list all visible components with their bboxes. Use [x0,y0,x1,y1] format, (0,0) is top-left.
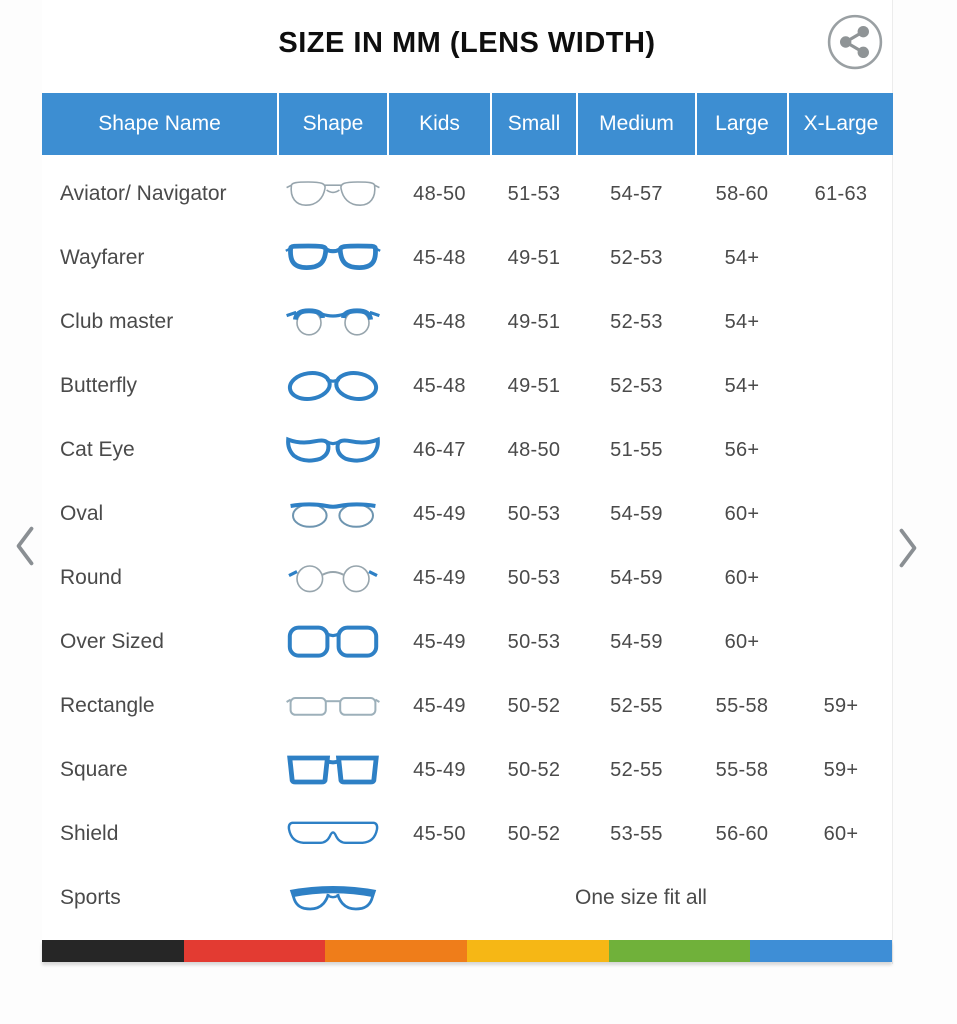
shape-name-cell: Rectangle [60,694,155,717]
size-cell: 54+ [724,310,760,333]
chevron-left-icon [12,524,42,568]
size-cell: 50-53 [507,630,561,653]
table-row [42,674,892,738]
color-bar-segment [184,940,326,962]
table-row [42,482,892,546]
shield-glasses-icon [285,814,381,854]
size-cell: 58-60 [715,182,769,205]
table-row [42,290,892,354]
square-glasses-icon [285,750,381,790]
table-row [42,354,892,418]
butterfly-glasses-icon [285,366,381,406]
size-cell: 49-51 [507,310,561,333]
shape-icon-cell [279,366,387,406]
sports-glasses-icon [285,878,381,918]
size-cell: 54-59 [610,566,663,589]
size-cell: 48-50 [507,438,561,461]
column-header-shape: Shape [279,93,387,155]
size-cell: 45-49 [413,694,466,717]
size-cell: 55-58 [715,694,769,717]
size-cell: 51-53 [507,182,561,205]
carousel-next-button[interactable] [895,524,925,572]
shape-name-cell: Sports [60,886,121,909]
table-row [42,546,892,610]
size-cell: 56+ [724,438,760,461]
table-row [42,610,892,674]
clubmaster-glasses-icon [285,302,381,342]
size-cell: 60+ [823,822,859,845]
oversized-glasses-icon [285,622,381,662]
size-cell: 52-53 [610,374,663,397]
share-icon [826,13,884,71]
size-cell: 50-53 [507,566,561,589]
size-cell: 46-47 [413,438,466,461]
cateye-glasses-icon [285,430,381,470]
shape-name-cell: Wayfarer [60,246,145,269]
size-cell: 54+ [724,246,760,269]
size-cell: 50-52 [507,822,561,845]
oval-glasses-icon [285,494,381,534]
column-header-medium: Medium [578,93,695,155]
size-cell: 54-57 [610,182,663,205]
shape-name-cell: Aviator/ Navigator [60,182,227,205]
size-cell: 59+ [823,694,859,717]
chevron-right-icon [895,526,925,570]
color-bar-segment [609,940,751,962]
size-cell: 45-50 [413,822,466,845]
color-bar-segment [750,940,892,962]
size-cell: 50-52 [507,694,561,717]
size-cell: 52-53 [610,310,663,333]
color-bar-segment [325,940,467,962]
size-cell: 50-52 [507,758,561,781]
shape-name-cell: Over Sized [60,630,164,653]
size-cell: 55-58 [715,758,769,781]
size-cell: 60+ [724,630,760,653]
page-title: SIZE IN MM (LENS WIDTH) [278,27,656,59]
size-cell: 54+ [724,374,760,397]
wayfarer-glasses-icon [285,238,381,278]
table-row [42,162,892,226]
shape-icon-cell [279,430,387,470]
column-header-shape-name: Shape Name [42,93,277,155]
size-cell: 45-49 [413,758,466,781]
size-cell: 52-55 [610,758,663,781]
round-glasses-icon [285,558,381,598]
color-bar [42,940,892,962]
table-header-row [42,93,892,155]
color-bar-segment [42,940,184,962]
shape-name-cell: Butterfly [60,374,138,397]
shape-icon-cell [279,558,387,598]
size-chart-slide [42,0,893,964]
shape-icon-cell [279,494,387,534]
shape-name-cell: Club master [60,310,174,333]
shape-name-cell: Oval [60,502,104,525]
size-cell: 52-55 [610,694,663,717]
table-row [42,738,892,802]
size-cell: 59+ [823,758,859,781]
shape-name-cell: Cat Eye [60,438,135,461]
size-cell: 54-59 [610,502,663,525]
column-header-small: Small [492,93,576,155]
size-cell: 61-63 [814,182,868,205]
shape-icon-cell [279,686,387,726]
size-cell: 45-48 [413,246,466,269]
column-header-x-large: X-Large [789,93,893,155]
size-cell: 45-49 [413,566,466,589]
table-row [42,866,892,930]
carousel-prev-button[interactable] [12,522,42,570]
size-cell: 60+ [724,566,760,589]
shape-icon-cell [279,878,387,918]
shape-name-cell: Square [60,758,128,781]
size-cell: 54-59 [610,630,663,653]
title-bar [42,0,892,93]
shape-name-cell: Shield [60,822,119,845]
size-cell: 49-51 [507,374,561,397]
color-bar-segment [467,940,609,962]
shape-icon-cell [279,238,387,278]
size-cell: 52-53 [610,246,663,269]
shape-icon-cell [279,302,387,342]
shape-icon-cell [279,750,387,790]
size-cell: 56-60 [715,822,769,845]
table-body [42,155,892,930]
rectangle-glasses-icon [285,686,381,726]
table-row [42,226,892,290]
size-cell: 51-55 [610,438,663,461]
size-cell: 48-50 [413,182,466,205]
size-cell: 45-48 [413,310,466,333]
shape-icon-cell [279,814,387,854]
table-row [42,802,892,866]
share-button[interactable] [826,13,884,71]
size-cell: 45-49 [413,630,466,653]
aviator-glasses-icon [285,174,381,214]
size-cell: 60+ [724,502,760,525]
size-cell: 50-53 [507,502,561,525]
shape-name-cell: Round [60,566,122,589]
table-row [42,418,892,482]
shape-icon-cell [279,174,387,214]
size-cell: 45-48 [413,374,466,397]
column-header-large: Large [697,93,787,155]
column-header-kids: Kids [389,93,490,155]
size-cell: 49-51 [507,246,561,269]
shape-icon-cell [279,622,387,662]
size-span-cell: One size fit all [575,886,707,909]
size-cell: 53-55 [610,822,663,845]
size-cell: 45-49 [413,502,466,525]
